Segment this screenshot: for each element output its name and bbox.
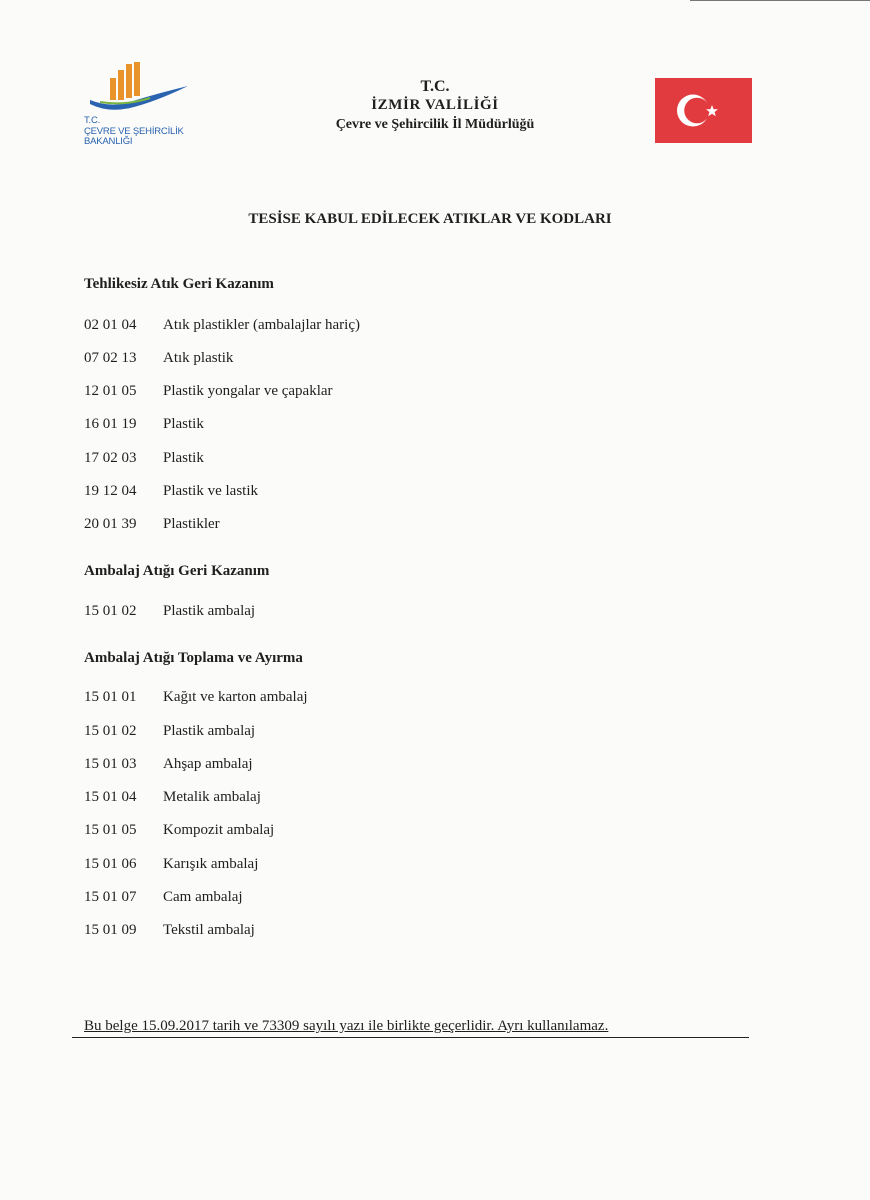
waste-description: Metalik ambalaj xyxy=(163,789,261,805)
waste-code: 15 01 07 xyxy=(84,889,137,905)
logo-text-line3: BAKANLIĞI xyxy=(84,136,133,147)
header-line-2: İZMİR VALİLİĞİ xyxy=(371,97,499,113)
waste-code: 15 01 05 xyxy=(84,822,137,838)
waste-description: Plastik ve lastik xyxy=(163,483,258,499)
waste-code: 17 02 03 xyxy=(84,450,137,466)
waste-code: 07 02 13 xyxy=(84,350,137,366)
turkish-flag-icon xyxy=(655,78,752,143)
validity-note-text: Bu belge 15.09.2017 tarih ve 73309 sayılı yazı ile birlikte geçerlidir. Ayrı kullanılamaz. xyxy=(84,1018,609,1034)
waste-code: 15 01 03 xyxy=(84,756,137,772)
waste-description: Kompozit ambalaj xyxy=(163,822,275,838)
waste-description: Plastik ambalaj xyxy=(163,723,256,739)
waste-description: Plastikler xyxy=(163,516,220,532)
validity-note xyxy=(72,1018,749,1038)
waste-description: Atık plastik xyxy=(163,350,234,366)
waste-code: 02 01 04 xyxy=(84,317,137,333)
logo-text-line2: ÇEVRE VE ŞEHİRCİLİK xyxy=(84,125,184,137)
letterhead xyxy=(270,77,600,134)
waste-description: Plastik xyxy=(163,450,204,466)
waste-code: 20 01 39 xyxy=(84,516,137,532)
logo-text-line1: T.C. xyxy=(84,115,101,126)
waste-description: Atık plastikler (ambalajlar hariç) xyxy=(163,317,360,333)
section-title: Ambalaj Atığı Geri Kazanım xyxy=(84,563,270,579)
scan-edge-line xyxy=(690,0,870,1)
waste-code: 12 01 05 xyxy=(84,383,137,399)
waste-description: Karışık ambalaj xyxy=(163,856,259,872)
waste-code: 19 12 04 xyxy=(84,483,137,499)
waste-code: 15 01 02 xyxy=(84,603,137,619)
waste-description: Kağıt ve karton ambalaj xyxy=(163,689,308,705)
document-title: TESİSE KABUL EDİLECEK ATIKLAR VE KODLARI xyxy=(248,211,612,227)
waste-description: Plastik ambalaj xyxy=(163,603,256,619)
waste-description: Plastik xyxy=(163,416,204,432)
section-title: Tehlikesiz Atık Geri Kazanım xyxy=(84,276,274,292)
waste-code: 15 01 04 xyxy=(84,789,137,805)
waste-description: Plastik yongalar ve çapaklar xyxy=(163,383,333,399)
waste-code: 15 01 06 xyxy=(84,856,137,872)
waste-code: 15 01 01 xyxy=(84,689,137,705)
ministry-logo xyxy=(80,58,200,154)
waste-code: 15 01 09 xyxy=(84,922,137,938)
waste-description: Tekstil ambalaj xyxy=(163,922,255,938)
header-line-3: Çevre ve Şehircilik İl Müdürlüğü xyxy=(335,117,535,132)
ministry-logo-icon xyxy=(80,58,200,118)
waste-description: Ahşap ambalaj xyxy=(163,756,253,772)
section-title: Ambalaj Atığı Toplama ve Ayırma xyxy=(84,650,303,666)
waste-code: 15 01 02 xyxy=(84,723,137,739)
waste-code: 16 01 19 xyxy=(84,416,137,432)
waste-description: Cam ambalaj xyxy=(163,889,243,905)
header-line-1: T.C. xyxy=(420,78,450,95)
